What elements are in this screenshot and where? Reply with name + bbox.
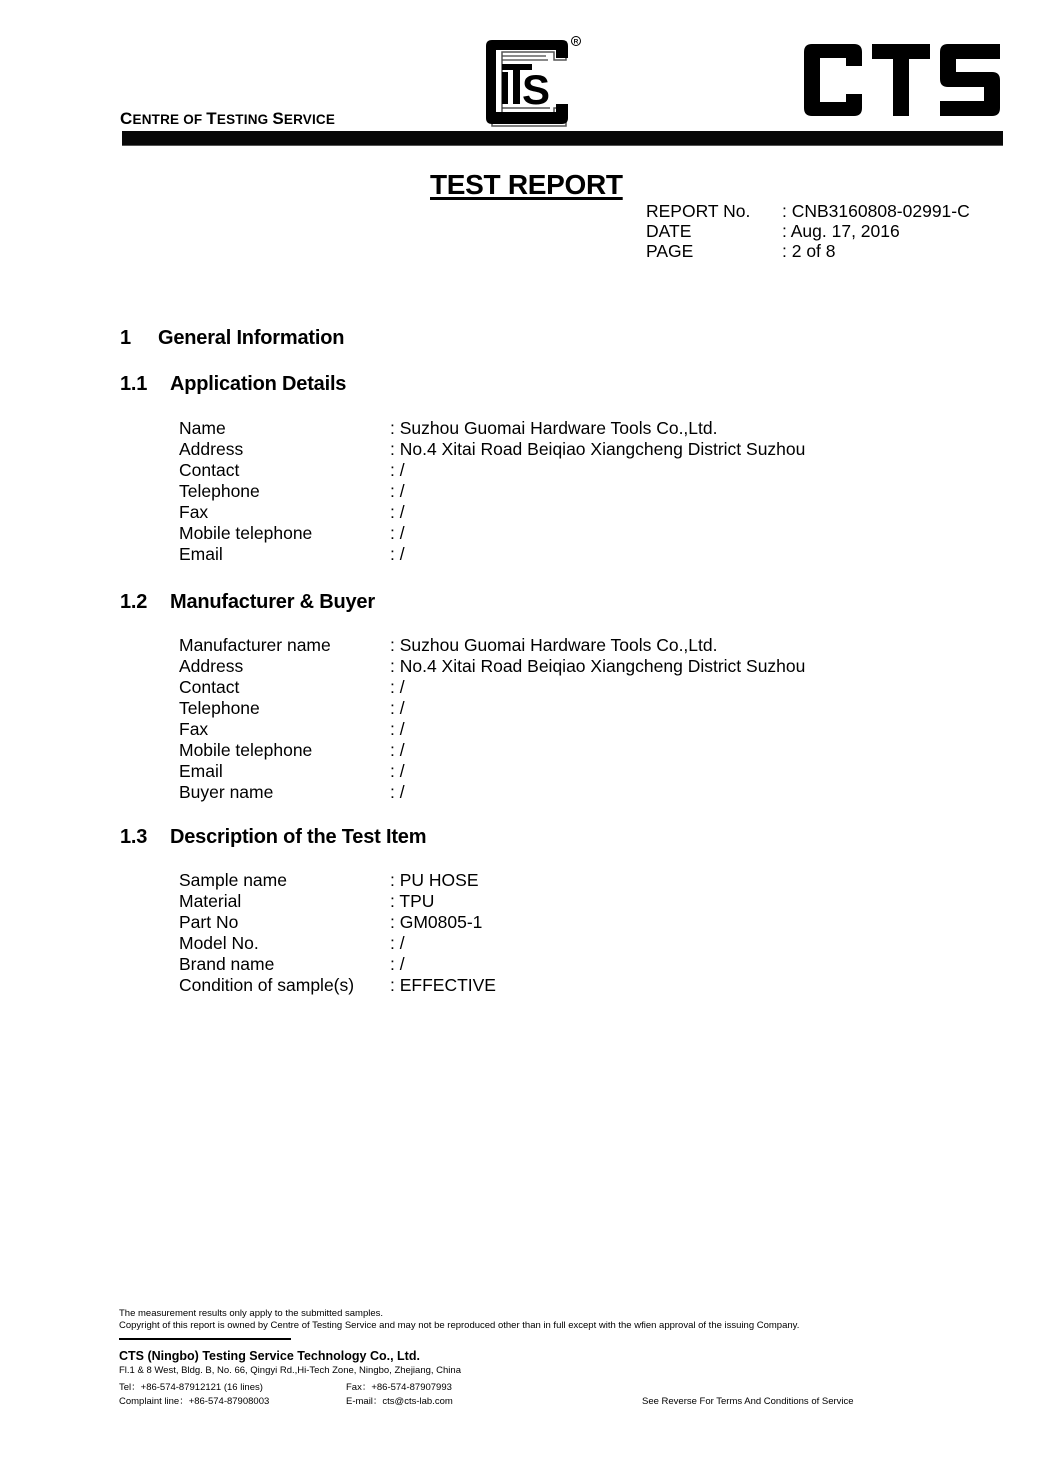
detail-row <box>179 656 805 677</box>
footer-complaint-line: Complaint line：+86-574-87908003 <box>119 1396 270 1407</box>
detail-row <box>179 740 805 761</box>
detail-row <box>179 502 805 523</box>
detail-value: : / <box>390 740 405 760</box>
detail-value: : EFFECTIVE <box>390 975 496 995</box>
detail-label: Manufacturer name <box>179 635 331 655</box>
footer-terms-note: See Reverse For Terms And Conditions of Service <box>642 1396 854 1407</box>
footer-fax: Fax：+86-574-87907993 <box>346 1382 452 1393</box>
detail-row <box>179 870 496 891</box>
footer-telephone: Tel：+86-574-87912121 (16 lines) <box>119 1382 263 1393</box>
detail-row <box>179 954 496 975</box>
section-number: 1.1 <box>120 373 148 395</box>
detail-label: Contact <box>179 677 240 697</box>
detail-value: : / <box>390 782 405 802</box>
section-heading-application <box>120 372 346 396</box>
detail-label: Material <box>179 891 242 911</box>
section-number: 1.2 <box>120 591 148 613</box>
logo-s-letter: S <box>522 66 551 113</box>
meta-label: PAGE <box>646 241 694 261</box>
section-title: General Information <box>158 327 345 349</box>
section-title: Manufacturer & Buyer <box>170 591 375 613</box>
cts-brand-wordmark <box>802 44 1002 116</box>
report-meta <box>646 201 970 261</box>
detail-label: Fax <box>179 719 209 739</box>
detail-value: : / <box>390 523 405 543</box>
section-heading-manufacturer <box>120 590 375 614</box>
footer-divider <box>119 1338 291 1340</box>
detail-value: : / <box>390 954 405 974</box>
detail-value: : No.4 Xitai Road Beiqiao Xiangcheng District Suzhou <box>390 439 806 459</box>
detail-row <box>179 933 496 954</box>
detail-label: Telephone <box>179 698 260 718</box>
detail-row <box>179 719 805 740</box>
section-heading-general <box>120 326 344 350</box>
detail-row <box>179 677 805 698</box>
report-date-row <box>646 221 970 241</box>
report-title: TEST REPORT <box>430 169 623 200</box>
detail-row <box>179 698 805 719</box>
detail-label: Brand name <box>179 954 275 974</box>
meta-label: DATE <box>646 221 692 241</box>
svg-text:R: R <box>573 38 579 46</box>
section-title: Description of the Test Item <box>170 826 427 848</box>
detail-label: Mobile telephone <box>179 523 313 543</box>
application-details-list <box>179 418 805 565</box>
detail-value: : Suzhou Guomai Hardware Tools Co.,Ltd. <box>390 635 718 655</box>
report-number-row <box>646 201 970 221</box>
detail-value: : / <box>390 502 405 522</box>
meta-value: : CNB3160808-02991-C <box>782 201 970 221</box>
detail-row <box>179 761 805 782</box>
detail-value: : No.4 Xitai Road Beiqiao Xiangcheng District Suzhou <box>390 656 806 676</box>
footer-notice-line: The measurement results only apply to the submitted samples. <box>119 1308 384 1319</box>
detail-label: Contact <box>179 460 240 480</box>
meta-label: REPORT No. <box>646 201 751 221</box>
cts-logo-icon <box>482 36 582 128</box>
footer-company-name: CTS (Ningbo) Testing Service Technology Co., Ltd. <box>119 1349 420 1363</box>
detail-label: Mobile telephone <box>179 740 313 760</box>
detail-row <box>179 439 805 460</box>
detail-value: : / <box>390 460 405 480</box>
footer-email: E-mail：cts@cts-lab.com <box>346 1396 453 1407</box>
report-page-row <box>646 241 970 261</box>
footer-company-address: Fl.1 & 8 West, Bldg. B, No. 66, Qingyi Rd.,Hi-Tech Zone, Ningbo, Zhejiang, China <box>119 1365 461 1376</box>
detail-row <box>179 912 496 933</box>
test-item-details-list <box>179 870 496 996</box>
footer-copyright-line: Copyright of this report is owned by Centre of Testing Service and may not be reproduced other than in full except with the wfien approval of the issuing Company. <box>119 1320 800 1331</box>
detail-label: Fax <box>179 502 209 522</box>
detail-value: : PU HOSE <box>390 870 479 890</box>
detail-value: : / <box>390 677 405 697</box>
manufacturer-details-list <box>179 635 805 803</box>
detail-row <box>179 891 496 912</box>
detail-value: : / <box>390 698 405 718</box>
detail-value: : GM0805-1 <box>390 912 483 932</box>
detail-value: : / <box>390 544 405 564</box>
detail-row <box>179 544 805 565</box>
section-number: 1 <box>120 327 131 349</box>
detail-value: : / <box>390 761 405 781</box>
section-heading-test-item <box>120 825 426 849</box>
detail-value: : / <box>390 719 405 739</box>
section-number: 1.3 <box>120 826 148 848</box>
detail-label: Address <box>179 656 244 676</box>
detail-label: Condition of sample(s) <box>179 975 355 995</box>
detail-row <box>179 523 805 544</box>
detail-value: : TPU <box>390 891 435 911</box>
header-divider-bar <box>122 131 1003 146</box>
detail-label: Name <box>179 418 226 438</box>
detail-value: : / <box>390 481 405 501</box>
org-name-part: T <box>206 109 217 128</box>
detail-label: Part No <box>179 912 239 932</box>
detail-label: Email <box>179 761 223 781</box>
detail-label: Sample name <box>179 870 287 890</box>
meta-value: : Aug. 17, 2016 <box>782 221 900 241</box>
org-name-part: C <box>120 109 133 128</box>
detail-row <box>179 460 805 481</box>
detail-value: : / <box>390 933 405 953</box>
detail-row <box>179 635 805 656</box>
detail-label: Model No. <box>179 933 259 953</box>
section-title: Application Details <box>170 373 347 395</box>
detail-row <box>179 481 805 502</box>
detail-label: Telephone <box>179 481 260 501</box>
meta-value: : 2 of 8 <box>782 241 836 261</box>
detail-label: Email <box>179 544 223 564</box>
detail-label: Address <box>179 439 244 459</box>
detail-row <box>179 975 496 996</box>
org-name-part: ESTING <box>216 112 273 127</box>
detail-row <box>179 418 805 439</box>
footer-notice <box>119 1308 799 1332</box>
detail-row <box>179 782 805 803</box>
org-name-part: ERVICE <box>283 112 336 127</box>
org-name-part: S <box>272 109 284 128</box>
organization-name <box>120 109 335 130</box>
detail-value: : Suzhou Guomai Hardware Tools Co.,Ltd. <box>390 418 718 438</box>
detail-label: Buyer name <box>179 782 274 802</box>
org-name-part: ENTRE OF <box>132 112 207 127</box>
